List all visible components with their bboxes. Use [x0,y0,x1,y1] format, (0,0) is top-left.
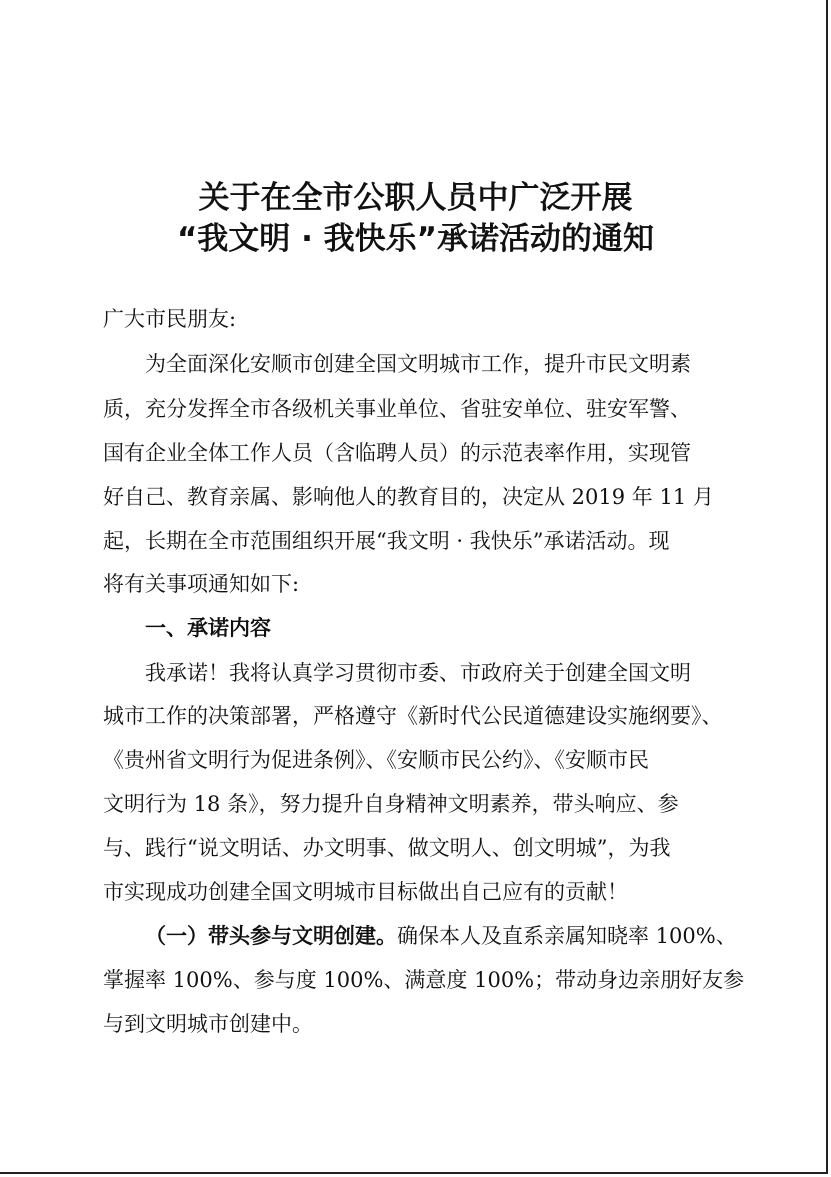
item-text: 确保本人及直系亲属知晓率 100%、 [397,924,737,948]
pledge-paragraph-line: 市实现成功创建全国文明城市目标做出自己应有的贡献！ [103,880,628,904]
intro-paragraph-line: 好自己、教育亲属、影响他人的教育目的，决定从 2019 年 11 月 [103,485,714,509]
intro-paragraph-line: 国有企业全体工作人员（含临聘人员）的示范表率作用，实现管 [103,441,691,465]
document-title-line-1: 关于在全市公职人员中广泛开展 [198,180,633,216]
document-title-line-2: “我文明 · 我快乐”承诺活动的通知 [176,221,655,257]
intro-paragraph-line: 质，充分发挥全市各级机关事业单位、省驻安单位、驻安军警、 [103,397,691,421]
pledge-paragraph-line: 城市工作的决策部署，严格遵守《新时代公民道德建设实施纲要》、 [103,704,723,728]
pledge-paragraph-line: 与、践行“说文明话、办文明事、做文明人、创文明城”，为我 [103,836,671,860]
intro-paragraph-line: 起，长期在全市范围组织开展“我文明 · 我快乐”承诺活动。现 [103,529,670,553]
pledge-paragraph-line: 《贵州省文明行为促进条例》、《安顺市民公约》、《安顺市民 [103,748,649,772]
item-paragraph-line: 掌握率 100%、参与度 100%、满意度 100%；带动身边亲朋好友参 [103,968,745,992]
item-paragraph-line [145,920,737,950]
intro-paragraph-line: 为全面深化安顺市创建全国文明城市工作，提升市民文明素 [145,352,691,376]
item-heading: （一）带头参与文明创建。 [145,924,397,948]
pledge-paragraph-line: 我承诺！我将认真学习贯彻市委、市政府关于创建全国文明 [145,661,691,685]
item-paragraph-line: 与到文明城市创建中。 [103,1012,313,1036]
section-heading: 一、承诺内容 [145,616,271,640]
salutation: 广大市民朋友: [103,307,237,331]
intro-paragraph-line: 将有关事项通知如下: [103,572,300,596]
pledge-paragraph-line: 文明行为 18 条》，努力提升自身精神文明素养，带头响应、参 [103,792,679,816]
